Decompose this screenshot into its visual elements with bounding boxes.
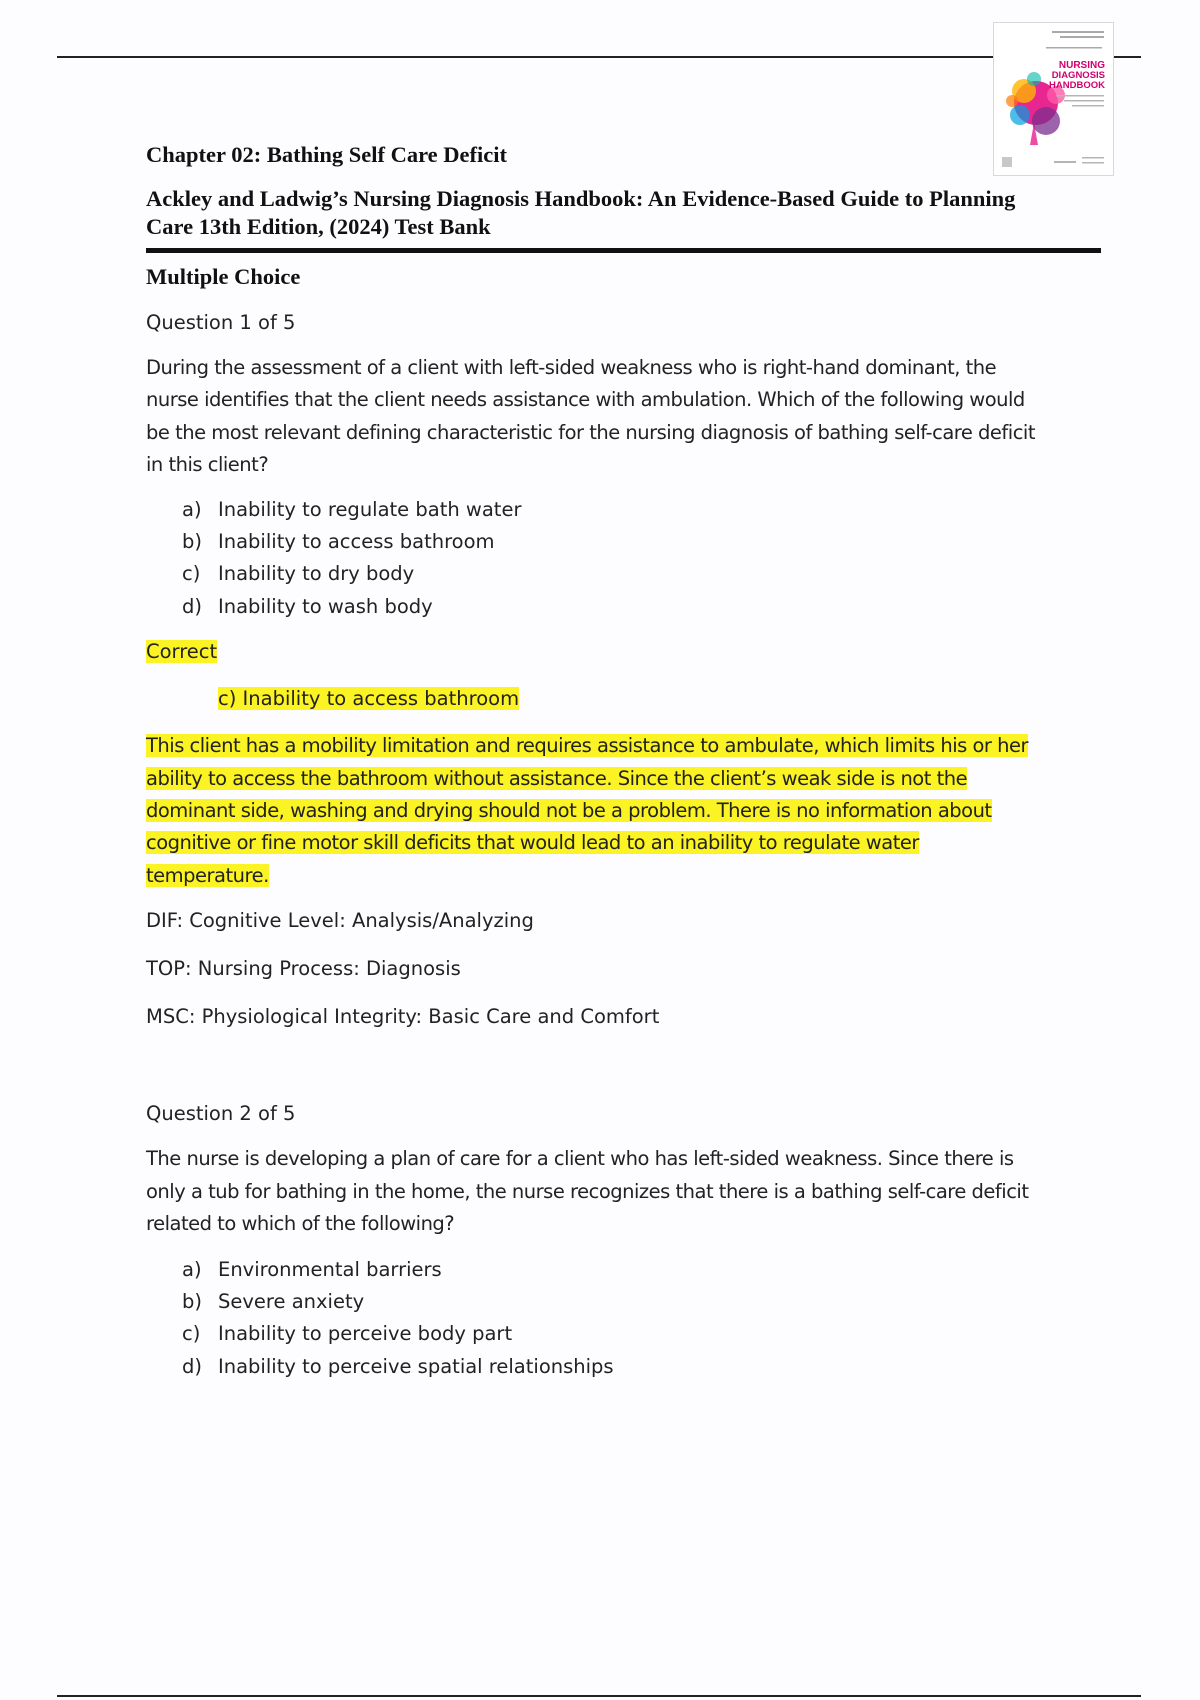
option-text: Inability to dry body — [218, 562, 415, 586]
cover-title-line2: DIAGNOSIS — [1051, 70, 1105, 81]
correct-answer-row — [218, 684, 1090, 714]
option-text: Inability to perceive body part — [218, 1322, 513, 1346]
stem-line: During the assessment of a client with left-sided weakness who is right-hand dominant, the — [146, 356, 997, 379]
option-letter: c) — [182, 562, 201, 586]
rationale-line: cognitive or fine motor skill deficits that would lead to an inability to regulate water — [146, 831, 919, 855]
header-rule — [57, 56, 1141, 58]
option-text: Environmental barriers — [218, 1257, 442, 1281]
option-letter: d) — [182, 1354, 202, 1378]
msc-tag: MSC: Physiological Integrity: Basic Care and Comfort — [146, 1005, 660, 1029]
stem-line: be the most relevant defining characteristic for the nursing diagnosis of bathing self-care deficit — [146, 420, 1035, 444]
topic-tag: TOP: Nursing Process: Diagnosis — [146, 957, 461, 981]
option-text: Inability to regulate bath water — [218, 497, 522, 521]
document-content — [146, 140, 1090, 1383]
book-title-line: Ackley and Ladwig’s Nursing Diagnosis Handbook: An Evidence-Based Guide to Planning — [146, 186, 1016, 211]
footer-rule — [57, 1695, 1141, 1697]
option-text: Inability to perceive spatial relationships — [218, 1354, 614, 1378]
answer-option — [182, 1286, 1090, 1318]
option-text: Inability to wash body — [218, 594, 433, 618]
stem-line: related to which of the following? — [146, 1212, 455, 1236]
correct-label: Correct — [146, 640, 218, 664]
answer-option — [182, 591, 1090, 623]
option-letter: b) — [182, 1289, 202, 1313]
option-letter: b) — [182, 530, 202, 554]
book-title — [146, 185, 1090, 241]
correct-label-row — [146, 637, 1090, 667]
option-letter: a) — [182, 497, 202, 521]
cover-title-line3: HANDBOOK — [1049, 80, 1105, 91]
book-title-line: Care 13th Edition, (2024) Test Bank — [146, 214, 491, 239]
rationale — [146, 730, 1090, 892]
rationale-line: dominant side, washing and drying should not be a problem. There is no information about — [146, 799, 992, 823]
answer-option — [182, 1351, 1090, 1383]
stem-line: in this client? — [146, 453, 269, 477]
answer-options — [182, 1254, 1090, 1384]
option-letter: d) — [182, 594, 202, 618]
title-divider — [146, 248, 1101, 253]
stem-line: nurse identifies that the client needs assistance with ambulation. Which of the following would — [146, 388, 1025, 412]
answer-option — [182, 558, 1090, 590]
question-stem — [146, 1143, 1090, 1240]
rationale-line: This client has a mobility limitation and requires assistance to ambulate, which limits his or her — [146, 734, 1029, 758]
stem-line: The nurse is developing a plan of care for a client who has left-sided weakness. Since there is — [146, 1147, 1014, 1171]
section-heading: Multiple Choice — [146, 264, 301, 289]
answer-option — [182, 1318, 1090, 1350]
rationale-line: ability to access the bathroom without assistance. Since the client’s weak side is not the — [146, 766, 968, 790]
option-text: Inability to access bathroom — [218, 530, 495, 554]
option-letter: a) — [182, 1257, 202, 1281]
answer-option — [182, 526, 1090, 558]
question-number: Question 2 of 5 — [146, 1102, 296, 1126]
chapter-title: Chapter 02: Bathing Self Care Deficit — [146, 142, 507, 167]
difficulty-tag: DIF: Cognitive Level: Analysis/Analyzing — [146, 909, 534, 933]
cover-title-line1: NURSING — [1058, 60, 1105, 71]
rationale-line: temperature. — [146, 863, 269, 887]
stem-line: only a tub for bathing in the home, the nurse recognizes that there is a bathing self-care deficit — [146, 1179, 1029, 1203]
answer-option — [182, 1254, 1090, 1286]
answer-option — [182, 494, 1090, 526]
question-number: Question 1 of 5 — [146, 311, 296, 334]
option-text: Severe anxiety — [218, 1289, 365, 1313]
correct-answer: c) Inability to access bathroom — [218, 687, 520, 711]
answer-options — [182, 494, 1090, 624]
question-stem — [146, 352, 1090, 482]
option-letter: c) — [182, 1322, 201, 1346]
